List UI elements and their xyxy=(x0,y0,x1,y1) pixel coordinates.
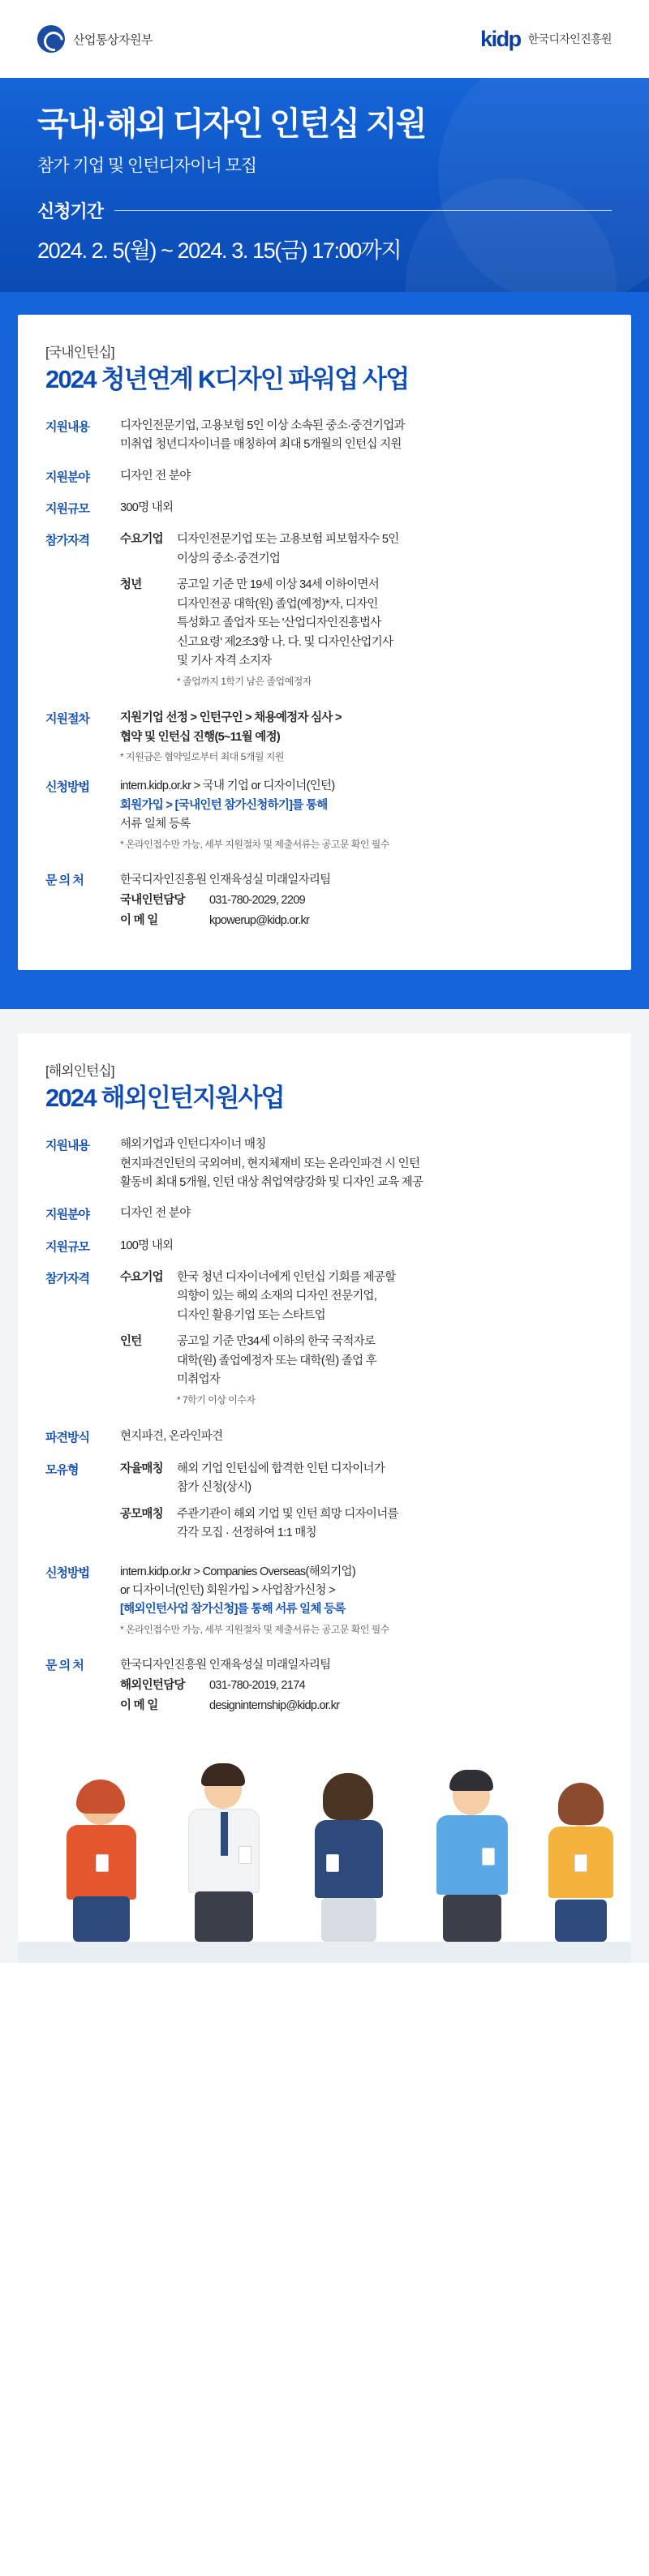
qualification-item xyxy=(120,1333,604,1408)
overseas-section-tag: [해외인턴십] xyxy=(45,1063,114,1080)
apply-url-line[interactable]: intern.kidp.or.kr > 국내 기업 or 디자이너(인턴) xyxy=(120,779,335,793)
qualification-item xyxy=(120,576,604,689)
row-line: 한국 청년 디자이너에게 인턴십 기회를 제공할 xyxy=(177,1270,396,1284)
row-line: 디자인전문기업 또는 고용보험 피보험자수 5인 xyxy=(177,533,399,547)
apply-url-line[interactable]: intern.kidp.or.kr > Companies Overseas(해외기업) xyxy=(120,1565,355,1578)
row-line: 협약 및 인턴십 진행(5~11월 예정) xyxy=(120,730,281,744)
info-row xyxy=(45,417,604,455)
row-label: 문 의 처 xyxy=(45,874,84,888)
people-illustration xyxy=(18,1760,631,1963)
overseas-internship-section xyxy=(0,1009,649,1986)
qualification-row xyxy=(45,1269,604,1415)
recruit-sub-body xyxy=(177,1505,604,1543)
row-label: 파견방식 xyxy=(45,1431,89,1445)
qualification-sub-label: 청년 xyxy=(120,578,142,592)
row-body xyxy=(120,1655,604,1715)
overseas-card xyxy=(18,1033,631,1760)
contact-line xyxy=(120,1676,604,1696)
header-banner xyxy=(0,78,649,292)
row-line: or 디자이너(인턴) 회원가입 > 사업참가신청 > xyxy=(120,1583,335,1597)
row-line: 주관기관이 해외 기업 및 인턴 희망 디자이너를 xyxy=(177,1507,398,1521)
info-row xyxy=(45,1204,604,1224)
apply-highlight-line: 회원가입 > [국내인턴 참가신청하기]를 통해 xyxy=(120,798,328,812)
row-line: 활동비 최대 5개월, 인턴 대상 취업역량강화 및 디자인 교육 제공 xyxy=(120,1175,423,1189)
footnote: * 7학기 이상 이수자 xyxy=(177,1393,256,1406)
row-label: 모유형 xyxy=(45,1462,79,1477)
qualification-item xyxy=(120,1269,604,1325)
contact-key: 이 메 일 xyxy=(120,1698,158,1712)
row-label: 참가자격 xyxy=(45,534,89,548)
row-label: 신청방법 xyxy=(45,1565,89,1580)
row-body: 디자인 전 분야 xyxy=(120,1207,191,1221)
recruit-item xyxy=(120,1505,604,1543)
footnote: * 지원금은 협약일로부터 최대 5개월 지원 xyxy=(120,751,284,763)
period-value: 2024. 2. 5(월) ~ 2024. 3. 15(금) 17:00까지 xyxy=(37,238,402,263)
overseas-section-title: 2024 해외인턴지원사업 xyxy=(45,1084,284,1113)
footnote: * 졸업까지 1학기 남은 졸업예정자 xyxy=(177,675,312,687)
qualification-row xyxy=(45,530,604,697)
row-body xyxy=(120,1563,604,1638)
contact-key: 국내인턴담당 xyxy=(120,893,185,907)
row-label: 지원규모 xyxy=(45,1239,89,1254)
ground-line xyxy=(18,1942,631,1963)
period-divider xyxy=(37,198,612,223)
contact-org: 한국디자인진흥원 인재육성실 미래일자리팀 xyxy=(120,1659,331,1672)
person-badge-icon xyxy=(574,1854,587,1872)
qualification-sub-label: 수요기업 xyxy=(120,533,163,547)
row-line: 현지파견인턴의 국외여비, 현지체재비 또는 온라인파견 시 인턴 xyxy=(120,1157,420,1170)
apply-highlight-line: [해외인턴사업 참가신청]를 통해 서류 일체 등록 xyxy=(120,1603,346,1616)
person-hair xyxy=(76,1780,125,1814)
divider-line xyxy=(114,210,612,211)
contact-row xyxy=(45,1655,604,1715)
apply-row xyxy=(45,777,604,852)
recruit-type-row xyxy=(45,1460,604,1551)
illustration-person xyxy=(297,1773,402,1942)
recruit-sub-label: 공모매칭 xyxy=(120,1507,163,1521)
row-line: 해외 기업 인턴십에 합격한 인턴 디자이너가 xyxy=(177,1462,385,1475)
row-label: 지원규모 xyxy=(45,501,89,516)
row-line: 신고요령' 제2조3항 나. 다. 및 디자인산업기사 xyxy=(177,635,393,649)
contact-line xyxy=(120,911,604,931)
qualification-sub-body xyxy=(177,576,604,689)
row-body xyxy=(120,1136,604,1192)
footnote: * 온라인접수만 가능, 세부 지원절차 및 제출서류는 공고문 확인 필수 xyxy=(120,838,389,850)
dispatch-row xyxy=(45,1428,604,1447)
top-logo-bar xyxy=(0,0,649,78)
row-body: 300명 내외 xyxy=(120,500,174,514)
person-badge-icon xyxy=(96,1854,109,1872)
row-line: 각각 모집 · 선정하여 1:1 매칭 xyxy=(177,1526,316,1540)
row-line: 해외기업과 인턴디자이너 매칭 xyxy=(120,1138,266,1152)
contact-value[interactable]: 031-780-2019, 2174 xyxy=(209,1679,306,1693)
government-emblem-icon xyxy=(37,25,65,53)
illustration-person xyxy=(172,1762,277,1942)
domestic-internship-section xyxy=(0,292,649,1009)
person-body xyxy=(436,1815,508,1895)
person-body xyxy=(315,1820,383,1898)
recruit-item xyxy=(120,1460,604,1498)
row-line: 지원기업 선정 > 인턴구인 > 채용예정자 심사 > xyxy=(120,711,342,725)
person-hair xyxy=(201,1763,245,1786)
row-body xyxy=(120,709,604,765)
row-label: 지원분야 xyxy=(45,470,89,484)
person-tie-icon xyxy=(221,1812,228,1856)
row-line: 디자인전공 대학(원) 졸업(예정)*자, 디자인 xyxy=(177,597,378,611)
person-hair xyxy=(323,1773,373,1820)
row-body xyxy=(120,530,604,697)
row-body: 현지파견, 온라인파견 xyxy=(120,1430,223,1444)
period-label: 신청기간 xyxy=(37,201,104,221)
contact-value[interactable]: kpowerup@kidp.or.kr xyxy=(209,913,310,927)
contact-key: 해외인턴담당 xyxy=(120,1679,185,1693)
person-legs xyxy=(73,1896,130,1942)
footer-space xyxy=(0,1963,649,1986)
info-row xyxy=(45,467,604,487)
contact-row xyxy=(45,870,604,930)
row-line: 대학(원) 졸업예정자 또는 대학(원) 졸업 후 xyxy=(177,1354,377,1367)
person-hair xyxy=(449,1770,493,1791)
person-badge-icon xyxy=(326,1854,339,1872)
contact-org: 한국디자인진흥원 인재육성실 미래일자리팀 xyxy=(120,874,331,887)
person-legs xyxy=(321,1898,376,1942)
row-body xyxy=(120,870,604,930)
contact-line xyxy=(120,1696,604,1716)
row-label: 지원내용 xyxy=(45,419,89,434)
domestic-section-tag: [국내인턴십] xyxy=(45,345,114,360)
row-line: 및 기사 자격 소지자 xyxy=(177,655,272,668)
row-line: 미취업자 xyxy=(177,1373,221,1387)
row-line: 의향이 있는 해외 소재의 디자인 전문기업, xyxy=(177,1290,377,1303)
row-line: 공고일 기준 만34세 이하의 한국 국적자로 xyxy=(177,1335,376,1349)
row-label: 참가자격 xyxy=(45,1271,89,1286)
domestic-section-title: 2024 청년연계 K디자인 파워업 사업 xyxy=(45,365,409,393)
person-badge-icon xyxy=(239,1846,251,1864)
row-line: 디자인 활용기업 또는 스타트업 xyxy=(177,1308,325,1322)
contact-value[interactable]: designinternship@kidp.or.kr xyxy=(209,1698,340,1712)
qualification-item xyxy=(120,530,604,569)
row-body xyxy=(120,1460,604,1551)
qualification-sub-label: 수요기업 xyxy=(120,1270,163,1284)
info-row xyxy=(45,1237,604,1256)
page-title: 국내·해외 디자인 인턴십 지원 xyxy=(37,106,426,142)
kidp-wordmark: kidp xyxy=(480,26,521,51)
info-row xyxy=(45,499,604,518)
row-body: 디자인 전 분야 xyxy=(120,469,191,483)
row-line: 참가 신청(상시) xyxy=(177,1481,251,1495)
row-line: 미취업 청년디자이너를 매칭하여 최대 5개월의 인턴십 지원 xyxy=(120,438,402,452)
row-line: 서류 일체 등록 xyxy=(120,818,191,831)
domestic-card xyxy=(18,315,631,970)
person-badge-icon xyxy=(482,1848,495,1865)
contact-line xyxy=(120,891,604,911)
row-body xyxy=(120,1269,604,1415)
recruit-sub-body xyxy=(177,1460,604,1498)
person-legs xyxy=(195,1891,253,1942)
row-body: 100명 내외 xyxy=(120,1239,174,1252)
apply-row xyxy=(45,1563,604,1638)
row-label: 문 의 처 xyxy=(45,1659,84,1673)
row-body xyxy=(120,417,604,455)
row-body xyxy=(120,777,604,852)
contact-key: 이 메 일 xyxy=(120,913,158,927)
qualification-sub-body xyxy=(177,1269,604,1325)
kidp-logo-label: 한국디자인진흥원 xyxy=(527,32,612,45)
illustration-person xyxy=(534,1783,631,1942)
row-label: 지원내용 xyxy=(45,1139,89,1153)
row-line: 공고일 기준 만 19세 이상 34세 이하이면서 xyxy=(177,578,380,592)
person-hair xyxy=(558,1783,604,1825)
footnote: * 온라인접수만 가능, 세부 지원절차 및 제출서류는 공고문 확인 필수 xyxy=(120,1623,389,1635)
row-label: 신청방법 xyxy=(45,780,89,795)
info-row xyxy=(45,1136,604,1192)
government-logo-label: 산업통상자원부 xyxy=(73,32,153,47)
illustration-person xyxy=(420,1768,526,1942)
qualification-sub-body xyxy=(177,1333,604,1408)
procedure-row xyxy=(45,709,604,765)
illustration-person xyxy=(50,1780,156,1942)
person-legs xyxy=(555,1900,607,1942)
government-logo xyxy=(37,25,153,53)
row-label: 지원절차 xyxy=(45,712,89,727)
recruit-sub-label: 자율매칭 xyxy=(120,1462,163,1475)
row-line: 특성화고 졸업자 또는 '산업디자인진흥법사 xyxy=(177,616,381,630)
kidp-logo xyxy=(480,27,612,52)
row-line: 이상의 중소·중견기업 xyxy=(177,552,281,565)
row-line: 디자인전문기업, 고용보험 5인 이상 소속된 중소·중견기업과 xyxy=(120,419,405,432)
qualification-sub-body xyxy=(177,530,604,569)
person-legs xyxy=(443,1895,501,1942)
qualification-sub-label: 인턴 xyxy=(120,1335,142,1349)
page-subtitle: 참가 기업 및 인턴디자이너 모집 xyxy=(37,157,257,175)
row-label: 지원분야 xyxy=(45,1208,89,1222)
contact-value[interactable]: 031-780-2029, 2209 xyxy=(209,893,306,907)
